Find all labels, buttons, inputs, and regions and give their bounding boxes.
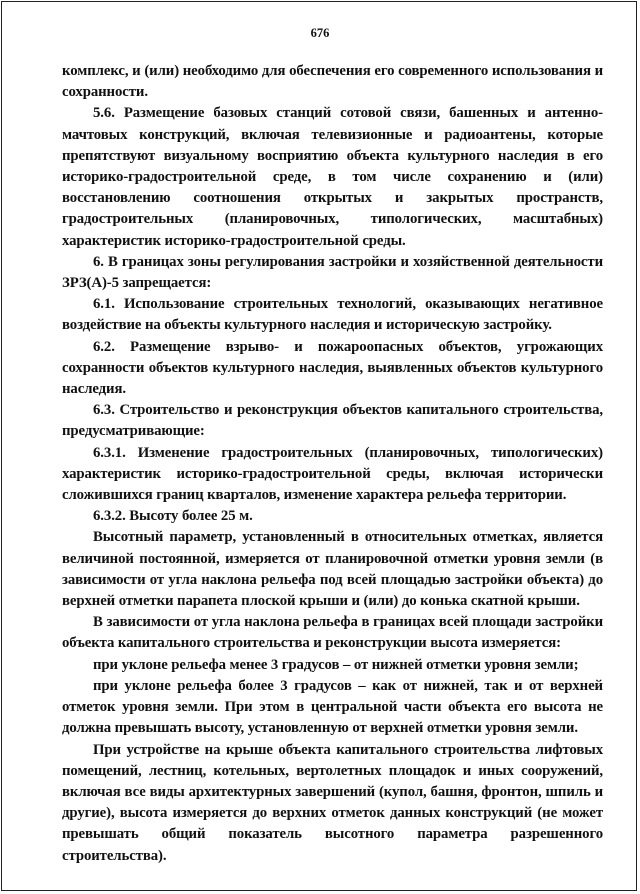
- page-number: 676: [310, 26, 330, 40]
- paragraph-6-3-1: 6.3.1. Изменение градостроительных (планировочных, типологических) характеристик историко-градостроительной среды, включая исторически сложившихся границ кварталов, изменение характера рельефа территории.: [62, 444, 603, 504]
- paragraph-5-6: 5.6. Размещение базовых станций сотовой связи, башенных и антенно-мачтовых конструкций, включая телевизионные и радиоантены, которые препятствуют визуальному восприятию объекта культурного наследия в его историко-градостроительной среде, в том числе сохранению и (или) восстановлению соотношения открытых и закрытых пространств, градостроительных (планировочных, типологических, масштабных) характеристик историко-градостроительной среды.: [62, 105, 603, 249]
- document-body: [62, 61, 603, 867]
- paragraph-slope-dependence: В зависимости от угла наклона рельефа в границах всей площади застройки объекта капитального строительства и реконструкции высота измеряется:: [62, 614, 603, 652]
- paragraph-slope-less-3: при уклоне рельефа менее 3 градусов – от нижней отметки уровня земли;: [93, 656, 579, 673]
- paragraph-continuation: комплекс, и (или) необходимо для обеспечения его современного использования и сохранности.: [62, 63, 603, 101]
- paragraph-6: 6. В границах зоны регулирования застройки и хозяйственной деятельности ЗРЗ(А)-5 запрещается:: [62, 253, 603, 292]
- paragraph-height-parameter: Высотный параметр, установленный в относительных отметках, является величиной постоянной, измеряется от планировочной отметки уровня земли (в зависимости от угла наклона рельефа под всей площадью застройки объекта) до верхней отметки парапета плоской крыши и (или) до конька скатной крыши.: [62, 529, 603, 610]
- paragraph-slope-more-3: при уклоне рельефа более 3 градусов – как от нижней, так и от верхней отметок уровня земли. При этом в центральной части объекта его высота не должна превышать высоту, установленную от верхней отметки уровня земли.: [62, 677, 603, 737]
- paragraph-6-2: 6.2. Размещение взрыво- и пожароопасных объектов, угрожающих сохранности объектов культурного наследия, выявленных объектов культурного наследия.: [62, 338, 603, 398]
- paragraph-6-1: 6.1. Использование строительных технологий, оказывающих негативное воздействие на объекты культурного наследия и историческую застройку.: [62, 296, 603, 334]
- paragraph-6-3: 6.3. Строительство и реконструкция объектов капитального строительства, предусматривающие:: [62, 402, 603, 440]
- paragraph-roof-structures: При устройстве на крыше объекта капитального строительства лифтовых помещений, лестниц, котельных, вертолетных площадок и иных сооружений, включая все виды архитектурных завершений (купол, башня, фронтон, шпиль и другие), высота измеряется до верхних отметок данных конструкций (не может превышать общий показатель высотного параметра разрешенного строительства).: [62, 741, 603, 864]
- paragraph-6-3-2: 6.3.2. Высоту более 25 м.: [93, 508, 253, 525]
